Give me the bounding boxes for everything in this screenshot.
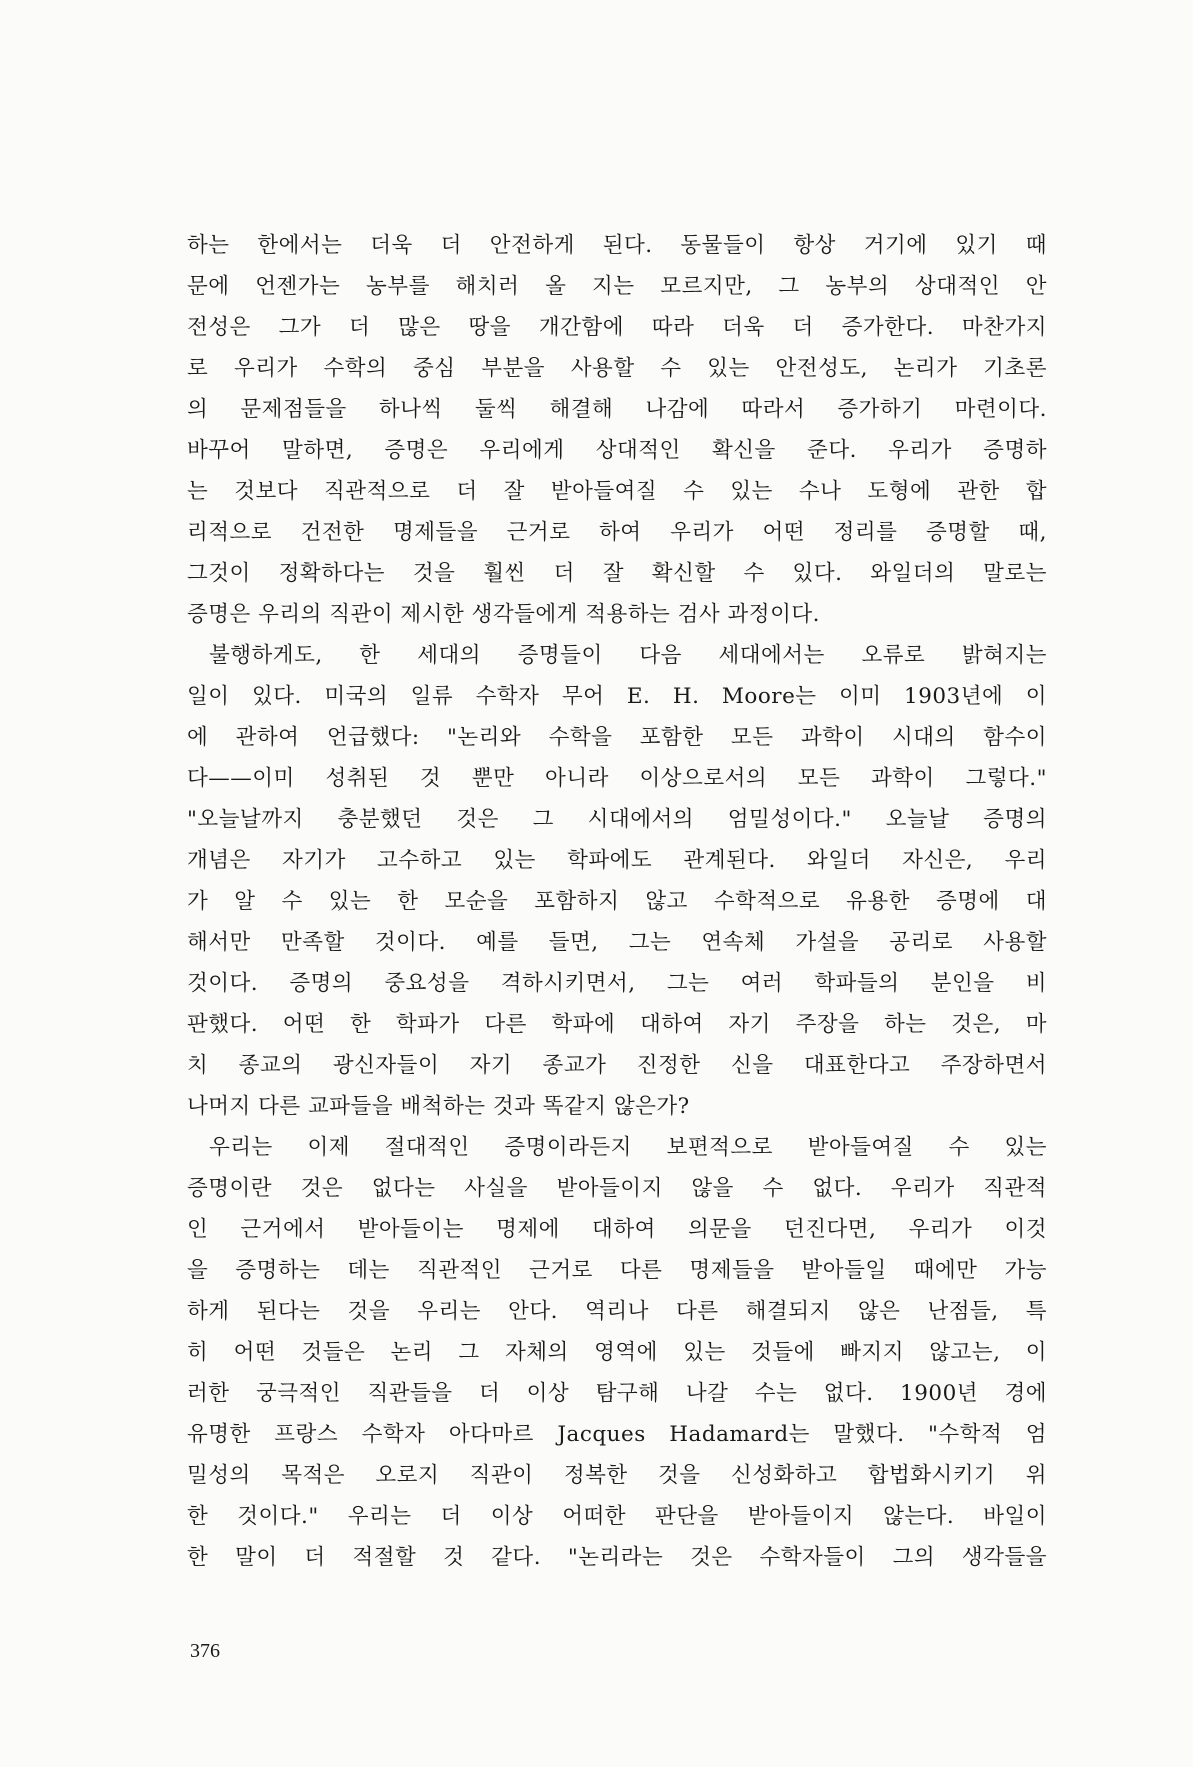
text-line: 유명한 프랑스 수학자 아다마르 Jacques Hadamard는 말했다. "수학적 엄 [187,1422,1047,1447]
text-line: 히 어떤 것들은 논리 그 자체의 영역에 있는 것들에 빠지지 않고는, 이 [187,1340,1047,1365]
page-number: 376 [190,1640,220,1662]
text-line: 것이다. 증명의 중요성을 격하시키면서, 그는 여러 학파들의 분인을 비 [187,971,1047,996]
paragraph-start-line: 우리는 이제 절대적인 증명이라든지 보편적으로 받아들여질 수 있는 [209,1135,1047,1160]
text-line: 나머지 다른 교파들을 배척하는 것과 똑같지 않은가? [187,1094,690,1119]
text-line: 증명은 우리의 직관이 제시한 생각들에게 적용하는 검사 과정이다. [187,602,820,627]
text-line: 의 문제점들을 하나씩 둘씩 해결해 나감에 따라서 증가하기 마련이다. [187,397,1047,422]
text-line: 개념은 자기가 고수하고 있는 학파에도 관계된다. 와일더 자신은, 우리 [187,848,1047,873]
text-line: 그것이 정확하다는 것을 훨씬 더 잘 확신할 수 있다. 와일더의 말로는 [187,561,1047,586]
text-line: 바꾸어 말하면, 증명은 우리에게 상대적인 확신을 준다. 우리가 증명하 [187,438,1047,463]
text-line: 전성은 그가 더 많은 땅을 개간함에 따라 더욱 더 증가한다. 마찬가지 [187,315,1047,340]
text-line: 가 알 수 있는 한 모순을 포함하지 않고 수학적으로 유용한 증명에 대 [187,889,1047,914]
text-line: "오늘날까지 충분했던 것은 그 시대에서의 엄밀성이다." 오늘날 증명의 [187,807,1047,832]
text-line: 에 관하여 언급했다: "논리와 수학을 포함한 모든 과학이 시대의 함수이 [187,725,1047,750]
text-line: 는 것보다 직관적으로 더 잘 받아들여질 수 있는 수나 도형에 관한 합 [187,479,1047,504]
text-line: 인 근거에서 받아들이는 명제에 대하여 의문을 던진다면, 우리가 이것 [187,1217,1047,1242]
text-line: 하는 한에서는 더욱 더 안전하게 된다. 동물들이 항상 거기에 있기 때 [187,233,1047,258]
text-line: 치 종교의 광신자들이 자기 종교가 진정한 신을 대표한다고 주장하면서 [187,1053,1047,1078]
text-line: 을 증명하는 데는 직관적인 근거로 다른 명제들을 받아들일 때에만 가능 [187,1258,1047,1283]
text-line: 한 말이 더 적절할 것 같다. "논리라는 것은 수학자들이 그의 생각들을 [187,1545,1047,1570]
text-line: 러한 궁극적인 직관들을 더 이상 탐구해 나갈 수는 없다. 1900년 경에 [187,1381,1047,1406]
body-text [187,225,1047,1578]
text-line: 문에 언젠가는 농부를 해치러 올 지는 모르지만, 그 농부의 상대적인 안 [187,274,1047,299]
text-line: 다——이미 성취된 것 뿐만 아니라 이상으로서의 모든 과학이 그렇다." [187,766,1047,791]
text-line: 밀성의 목적은 오로지 직관이 정복한 것을 신성화하고 합법화시키기 위 [187,1463,1047,1488]
text-line: 하게 된다는 것을 우리는 안다. 역리나 다른 해결되지 않은 난점들, 특 [187,1299,1047,1324]
text-line: 로 우리가 수학의 중심 부분을 사용할 수 있는 안전성도, 논리가 기초론 [187,356,1047,381]
text-line: 해서만 만족할 것이다. 예를 들면, 그는 연속체 가설을 공리로 사용할 [187,930,1047,955]
text-line: 증명이란 것은 없다는 사실을 받아들이지 않을 수 없다. 우리가 직관적 [187,1176,1047,1201]
text-line: 리적으로 건전한 명제들을 근거로 하여 우리가 어떤 정리를 증명할 때, [187,520,1047,545]
text-line: 한 것이다." 우리는 더 이상 어떠한 판단을 받아들이지 않는다. 바일이 [187,1504,1047,1529]
paragraph-start-line: 불행하게도, 한 세대의 증명들이 다음 세대에서는 오류로 밝혀지는 [209,643,1047,668]
text-line: 판했다. 어떤 한 학파가 다른 학파에 대하여 자기 주장을 하는 것은, 마 [187,1012,1047,1037]
text-line: 일이 있다. 미국의 일류 수학자 무어 E. H. Moore는 이미 1903년에 이 [187,684,1047,709]
